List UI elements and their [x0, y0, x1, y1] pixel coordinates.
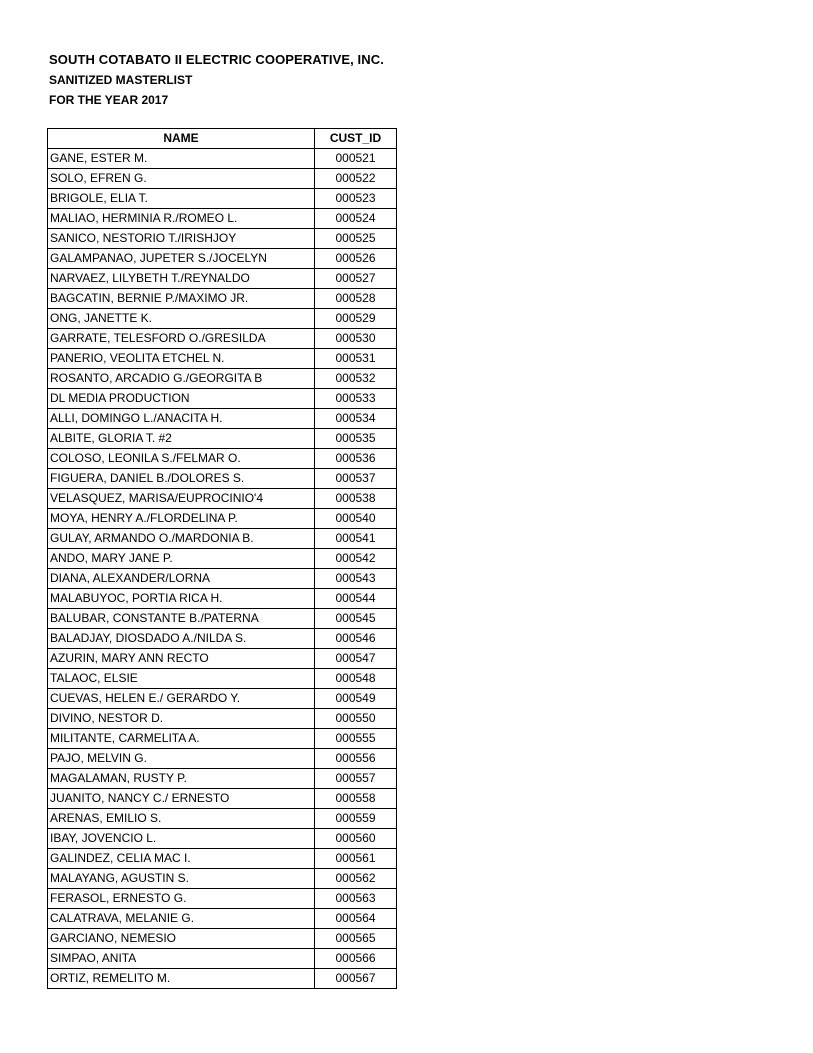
table-row [48, 869, 397, 889]
customer-name-cell: GARCIANO, NEMESIO [48, 929, 315, 949]
customer-name-cell: MALIAO, HERMINIA R./ROMEO L. [48, 209, 315, 229]
customer-id-cell: 000559 [315, 809, 397, 829]
customer-id-cell: 000566 [315, 949, 397, 969]
customer-id-cell: 000556 [315, 749, 397, 769]
customer-name-cell: GARRATE, TELESFORD O./GRESILDA [48, 329, 315, 349]
table-row [48, 389, 397, 409]
customer-id-cell: 000561 [315, 849, 397, 869]
customer-id-cell: 000541 [315, 529, 397, 549]
customer-name-cell: NARVAEZ, LILYBETH T./REYNALDO [48, 269, 315, 289]
customer-name-cell: SANICO, NESTORIO T./IRISHJOY [48, 229, 315, 249]
customer-name-cell: MALABUYOC, PORTIA RICA H. [48, 589, 315, 609]
customer-id-cell: 000528 [315, 289, 397, 309]
table-row [48, 949, 397, 969]
customer-id-cell: 000555 [315, 729, 397, 749]
table-row [48, 649, 397, 669]
customer-name-cell: ONG, JANETTE K. [48, 309, 315, 329]
table-header-row [48, 129, 397, 149]
customer-name-cell: ARENAS, EMILIO S. [48, 809, 315, 829]
table-row [48, 849, 397, 869]
customer-id-cell: 000523 [315, 189, 397, 209]
customer-name-cell: FIGUERA, DANIEL B./DOLORES S. [48, 469, 315, 489]
table-row [48, 909, 397, 929]
customer-id-cell: 000524 [315, 209, 397, 229]
customer-id-cell: 000562 [315, 869, 397, 889]
customer-name-cell: JUANITO, NANCY C./ ERNESTO [48, 789, 315, 809]
customer-name-cell: MAGALAMAN, RUSTY P. [48, 769, 315, 789]
table-row [48, 249, 397, 269]
customer-name-cell: GANE, ESTER M. [48, 149, 315, 169]
customer-id-cell: 000542 [315, 549, 397, 569]
customer-name-cell: COLOSO, LEONILA S./FELMAR O. [48, 449, 315, 469]
customer-id-cell: 000535 [315, 429, 397, 449]
customer-id-cell: 000538 [315, 489, 397, 509]
customer-id-cell: 000540 [315, 509, 397, 529]
table-row [48, 309, 397, 329]
customer-name-cell: ORTIZ, REMELITO M. [48, 969, 315, 989]
table-row [48, 629, 397, 649]
masterlist-table [47, 128, 397, 989]
table-row [48, 289, 397, 309]
customer-name-cell: TALAOC, ELSIE [48, 669, 315, 689]
customer-id-cell: 000564 [315, 909, 397, 929]
customer-name-cell: SOLO, EFREN G. [48, 169, 315, 189]
customer-id-cell: 000550 [315, 709, 397, 729]
customer-name-cell: GALINDEZ, CELIA MAC I. [48, 849, 315, 869]
table-row [48, 589, 397, 609]
customer-name-cell: ANDO, MARY JANE P. [48, 549, 315, 569]
customer-name-cell: BRIGOLE, ELIA T. [48, 189, 315, 209]
customer-name-cell: BALUBAR, CONSTANTE B./PATERNA [48, 609, 315, 629]
customer-name-cell: ALBITE, GLORIA T. #2 [48, 429, 315, 449]
table-row [48, 709, 397, 729]
customer-name-cell: GALAMPANAO, JUPETER S./JOCELYN [48, 249, 315, 269]
customer-id-cell: 000545 [315, 609, 397, 629]
customer-id-cell: 000525 [315, 229, 397, 249]
customer-name-cell: MOYA, HENRY A./FLORDELINA P. [48, 509, 315, 529]
table-row [48, 969, 397, 989]
customer-name-cell: SIMPAO, ANITA [48, 949, 315, 969]
customer-id-cell: 000549 [315, 689, 397, 709]
table-row [48, 209, 397, 229]
customer-id-cell: 000563 [315, 889, 397, 909]
table-row [48, 549, 397, 569]
table-row [48, 809, 397, 829]
table-row [48, 269, 397, 289]
table-row [48, 569, 397, 589]
table-row [48, 729, 397, 749]
column-header-cust-id: CUST_ID [315, 129, 397, 149]
customer-name-cell: BALADJAY, DIOSDADO A./NILDA S. [48, 629, 315, 649]
document-header [49, 50, 384, 110]
customer-id-cell: 000527 [315, 269, 397, 289]
table-row [48, 829, 397, 849]
customer-name-cell: PAJO, MELVIN G. [48, 749, 315, 769]
customer-name-cell: GULAY, ARMANDO O./MARDONIA B. [48, 529, 315, 549]
table-row [48, 929, 397, 949]
table-row [48, 609, 397, 629]
table-row [48, 329, 397, 349]
document-period: FOR THE YEAR 2017 [49, 93, 169, 107]
customer-name-cell: CALATRAVA, MELANIE G. [48, 909, 315, 929]
table-row [48, 189, 397, 209]
table-row [48, 229, 397, 249]
customer-id-cell: 000543 [315, 569, 397, 589]
customer-name-cell: PANERIO, VEOLITA ETCHEL N. [48, 349, 315, 369]
table-row [48, 409, 397, 429]
customer-id-cell: 000534 [315, 409, 397, 429]
customer-id-cell: 000521 [315, 149, 397, 169]
customer-id-cell: 000565 [315, 929, 397, 949]
table-row [48, 149, 397, 169]
customer-id-cell: 000557 [315, 769, 397, 789]
table-row [48, 489, 397, 509]
customer-id-cell: 000547 [315, 649, 397, 669]
table-row [48, 349, 397, 369]
table-row [48, 529, 397, 549]
table-row [48, 769, 397, 789]
customer-id-cell: 000526 [315, 249, 397, 269]
customer-id-cell: 000544 [315, 589, 397, 609]
customer-name-cell: DIVINO, NESTOR D. [48, 709, 315, 729]
table-row [48, 369, 397, 389]
customer-id-cell: 000537 [315, 469, 397, 489]
customer-name-cell: DL MEDIA PRODUCTION [48, 389, 315, 409]
customer-name-cell: MALAYANG, AGUSTIN S. [48, 869, 315, 889]
document-title: SANITIZED MASTERLIST [49, 73, 193, 87]
customer-id-cell: 000558 [315, 789, 397, 809]
company-name: SOUTH COTABATO II ELECTRIC COOPERATIVE, INC. [49, 52, 384, 67]
column-header-name: NAME [48, 129, 315, 149]
customer-id-cell: 000567 [315, 969, 397, 989]
table-row [48, 449, 397, 469]
table-row [48, 469, 397, 489]
table-row [48, 429, 397, 449]
customer-id-cell: 000560 [315, 829, 397, 849]
table-row [48, 669, 397, 689]
customer-id-cell: 000548 [315, 669, 397, 689]
customer-name-cell: VELASQUEZ, MARISA/EUPROCINIO'4 [48, 489, 315, 509]
customer-name-cell: CUEVAS, HELEN E./ GERARDO Y. [48, 689, 315, 709]
customer-name-cell: BAGCATIN, BERNIE P./MAXIMO JR. [48, 289, 315, 309]
table-row [48, 689, 397, 709]
customer-id-cell: 000531 [315, 349, 397, 369]
table-body [48, 149, 397, 989]
table-row [48, 749, 397, 769]
customer-id-cell: 000522 [315, 169, 397, 189]
customer-id-cell: 000529 [315, 309, 397, 329]
customer-id-cell: 000530 [315, 329, 397, 349]
customer-name-cell: IBAY, JOVENCIO L. [48, 829, 315, 849]
customer-name-cell: ROSANTO, ARCADIO G./GEORGITA B [48, 369, 315, 389]
customer-id-cell: 000532 [315, 369, 397, 389]
customer-name-cell: FERASOL, ERNESTO G. [48, 889, 315, 909]
customer-name-cell: ALLI, DOMINGO L./ANACITA H. [48, 409, 315, 429]
table-row [48, 789, 397, 809]
table-row [48, 169, 397, 189]
customer-id-cell: 000533 [315, 389, 397, 409]
table-row [48, 889, 397, 909]
customer-id-cell: 000546 [315, 629, 397, 649]
customer-name-cell: MILITANTE, CARMELITA A. [48, 729, 315, 749]
customer-name-cell: DIANA, ALEXANDER/LORNA [48, 569, 315, 589]
customer-name-cell: AZURIN, MARY ANN RECTO [48, 649, 315, 669]
customer-id-cell: 000536 [315, 449, 397, 469]
table-row [48, 509, 397, 529]
